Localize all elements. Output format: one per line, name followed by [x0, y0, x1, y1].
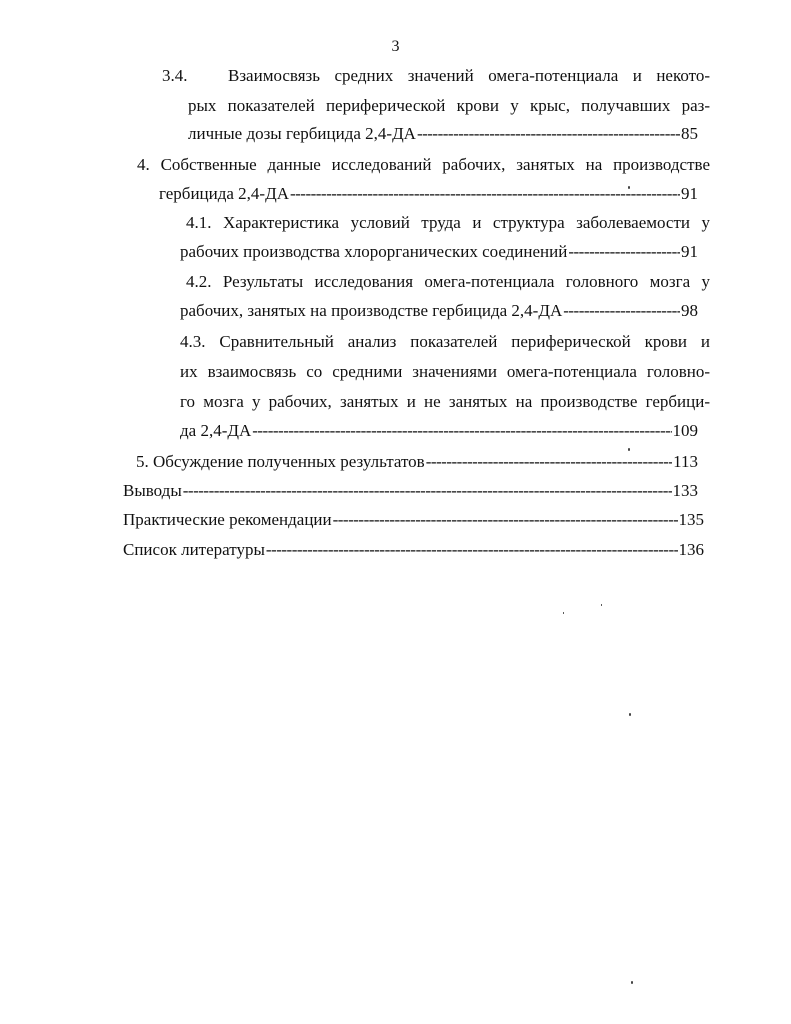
toc-entry-text: 5. Обсуждение полученных результатов [136, 452, 425, 471]
toc-entry-text-line: 4.3. Сравнительный анализ показателей периферической крови и [180, 332, 710, 351]
toc-entry-text-line: 4.2. Результаты исследования омега-потенциала головного мозга у [186, 272, 710, 291]
toc-entry-text: рабочих, занятых на производстве гербицида 2,4-ДА [180, 301, 563, 320]
toc-page-number: 91 [681, 242, 698, 261]
toc-page-number: 136 [678, 540, 704, 559]
toc-page-number: 133 [672, 481, 698, 500]
toc-entry-conclusions [123, 481, 698, 501]
toc-entry-last-line [180, 301, 698, 321]
dotted-leader [333, 510, 678, 530]
toc-page-number: 135 [678, 510, 704, 529]
toc-entry-text: Список литературы [123, 540, 265, 559]
toc-entry-last-line [180, 421, 698, 441]
toc-entry-text-line: 4.1. Характеристика условий труда и структура заболеваемости у [186, 213, 710, 232]
scan-speck [563, 612, 564, 614]
toc-entry-text: Практические рекомендации [123, 510, 332, 529]
scan-speck [628, 448, 630, 451]
toc-entry-text: Выводы [123, 481, 182, 500]
toc-entry-text-line: Взаимосвязь средних значений омега-потенциала и некото- [228, 66, 710, 85]
toc-entry-text: личные дозы гербицида 2,4-ДА [188, 124, 416, 143]
scan-speck [628, 186, 630, 189]
dotted-leader [417, 124, 680, 144]
toc-entry-recommendations [123, 510, 704, 530]
dotted-leader [426, 452, 672, 472]
dotted-leader [563, 301, 680, 321]
toc-entry-number: 3.4. [162, 66, 188, 85]
toc-entry-text: да 2,4-ДА [180, 421, 252, 440]
dotted-leader [252, 421, 671, 441]
scan-speck [601, 604, 602, 606]
toc-page-number: 98 [681, 301, 698, 320]
dotted-leader [568, 242, 680, 262]
toc-page-number: 109 [672, 421, 698, 440]
toc-entry-last-line [180, 242, 698, 262]
toc-entry-text: гербицида 2,4-ДА [159, 184, 289, 203]
scan-speck [631, 981, 633, 984]
toc-entry-text-line: их взаимосвязь со средними значениями омега-потенциала головно- [180, 362, 710, 381]
toc-entry-last-line [159, 184, 698, 204]
toc-entry-last-line [188, 124, 698, 144]
toc-page-number: 85 [681, 124, 698, 143]
toc-page-number: 113 [673, 452, 698, 471]
dotted-leader [266, 540, 678, 560]
toc-entry-text-line: 4. Собственные данные исследований рабочих, занятых на производстве [137, 155, 710, 174]
toc-page-number: 91 [681, 184, 698, 203]
toc-entry-text-line: рых показателей периферической крови у крыс, получавших раз- [188, 96, 710, 115]
page-number: 3 [391, 38, 400, 55]
toc-entry-5 [136, 452, 698, 472]
scan-speck [629, 713, 631, 716]
toc-entry-text: рабочих производства хлорорганических соединений [180, 242, 568, 261]
dotted-leader [290, 184, 680, 204]
toc-entry-references [123, 540, 704, 560]
toc-entry-text-line: го мозга у рабочих, занятых и не занятых на производстве гербици- [180, 392, 710, 411]
dotted-leader [183, 481, 672, 501]
